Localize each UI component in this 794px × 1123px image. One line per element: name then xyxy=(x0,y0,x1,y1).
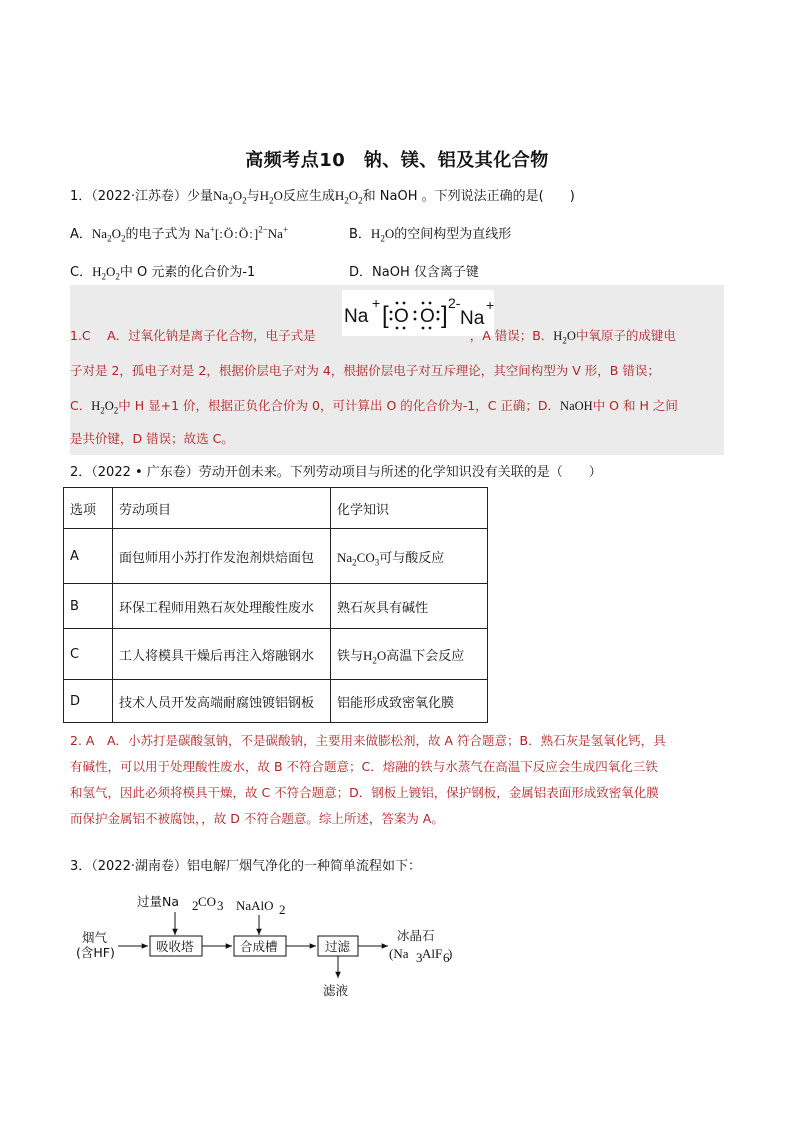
row-project: 工人将模具干燥后再注入熔融钢水 xyxy=(113,629,331,680)
answer-2-line: 有碱性，可以用于处理酸性废水，故 B 不符合题意；C．熔融的铁与水蒸气在高温下反应会生成四氧化三铁 xyxy=(70,759,658,774)
option-b: B．$H_2O$的空间构型为直线形 xyxy=(349,226,512,244)
svg-text:O: O xyxy=(420,306,435,327)
question-2-table xyxy=(63,487,488,723)
option-a: A．$Na_2O_2$的电子式为 Na+[:Ö:Ö:]$^{2-}$Na+ xyxy=(70,224,289,244)
flow-box-2-label: 合成槽 xyxy=(240,939,278,954)
col-header-knowledge: 化学知识 xyxy=(331,488,488,529)
row-knowledge: 熟石灰具有碱性 xyxy=(331,584,488,629)
row-project: 环保工程师用熟石灰处理酸性废水 xyxy=(113,584,331,629)
flow-output-label-2: (Na xyxy=(389,946,409,961)
answer-2-line: 而保护金属铝不被腐蚀，，故 D 不符合题意。综上所述，答案为 A。 xyxy=(70,811,444,826)
table-row xyxy=(64,629,488,680)
q1-text: 和 NaOH 。下列说法正确的是( ) xyxy=(362,189,575,204)
option-c: C．$H_2O_2$中 O 元素的化合价为-1 xyxy=(70,264,256,282)
svg-text:AlF: AlF xyxy=(422,946,443,961)
process-flow-diagram xyxy=(60,888,480,1003)
answer-2 xyxy=(70,728,730,832)
row-project: 技术人员开发高端耐腐蚀镀铝钢板 xyxy=(113,680,331,723)
q1-number: 1． xyxy=(70,189,92,204)
svg-text:CO: CO xyxy=(198,894,217,909)
svg-text:+: + xyxy=(372,295,381,311)
table-row xyxy=(64,680,488,723)
row-option: B xyxy=(64,584,113,629)
col-header-option: 选项 xyxy=(64,488,113,529)
formula-h2o: $H_2O$ xyxy=(259,188,283,206)
row-knowledge: 铁与$H_2O$高温下会反应 xyxy=(331,629,488,680)
flow-reagent-1: 过量Na xyxy=(137,894,180,909)
question-2-stem: 2．（2022 • 广东卷）劳动开创未来。下列劳动项目与所述的化学知识没有关联的是（ ） xyxy=(70,465,602,480)
answer-1-line-2: 子对是 2，孤电子对是 2，根据价层电子对为 4，根据价层电子对互斥理论，其空间构型为 V 形，B 错误； xyxy=(70,363,660,378)
flow-box-3-label: 过滤 xyxy=(325,939,351,954)
na-right: Na xyxy=(460,308,485,329)
page-title: 高频考点10 钠、镁、铝及其化合物 xyxy=(245,150,549,171)
row-project: 面包师用小苏打作发泡剂烘焙面包 xyxy=(113,529,331,584)
table-row xyxy=(64,584,488,629)
flow-input-label-1: 烟气 xyxy=(82,930,108,945)
svg-text:2: 2 xyxy=(279,902,286,917)
row-knowledge: 铝能形成致密氧化膜 xyxy=(331,680,488,723)
q1-text: 反应生成 xyxy=(282,189,335,204)
q1-text: 与 xyxy=(246,189,260,204)
svg-text:): ) xyxy=(448,946,453,961)
row-option: D xyxy=(64,680,113,723)
svg-text:+: + xyxy=(486,297,494,313)
na-left: Na xyxy=(344,306,369,327)
row-option: A xyxy=(64,529,113,584)
svg-text:3: 3 xyxy=(416,950,423,965)
question-3-stem: 3．（2022·湖南卷）铝电解厂烟气净化的一种简单流程如下： xyxy=(70,859,421,874)
col-header-project: 劳动项目 xyxy=(113,488,331,529)
row-option: C xyxy=(64,629,113,680)
flow-box-1-label: 吸收塔 xyxy=(156,939,194,954)
answer-2-line: 和氢气，因此必须将模具干燥，故 C 不符合题意；D．钢板上镀铝，保护钢板，金属铝表面形成致密氧化膜 xyxy=(70,785,659,800)
svg-text:O: O xyxy=(394,306,409,327)
answer-1-line-3: C．$H_2O_2$中 H 显+1 价，根据正负化合价为 0，可计算出 O 的化合价为-1，C 正确；D．NaOH中 O 和 H 之间 xyxy=(70,398,678,416)
formula-na2o2: $Na_2O_2$ xyxy=(213,188,247,206)
answer-2-line: 2. A A．小苏打是碳酸氢钠，不是碳酸钠，主要用来做膨松剂，故 A 符合题意；B．熟石灰是氢氧化钙，具 xyxy=(70,733,666,748)
svg-text:2: 2 xyxy=(192,898,199,913)
flow-filtrate-label: 滤液 xyxy=(323,983,349,998)
svg-text:[: [ xyxy=(382,302,389,329)
svg-text:2-: 2- xyxy=(448,295,461,311)
option-d: D．NaOH 仅含离子键 xyxy=(349,265,479,280)
svg-text:6: 6 xyxy=(443,950,450,965)
electron-formula-small: Na+[:Ö:Ö:]$^{2-}$Na+ xyxy=(194,224,289,241)
answer-1-line-4: 是共价键，D 错误；故选 C。 xyxy=(70,431,234,446)
row-knowledge: $Na_2CO_3$可与酸反应 xyxy=(331,529,488,584)
flow-reagent-2: NaAlO xyxy=(236,898,274,913)
flow-output-label-1: 冰晶石 xyxy=(397,928,435,943)
answer-1-line-1: 1.C A．过氧化钠是离子化合物，电子式是 ，A 错误；B．$H_2O$中氧原子的成键电 xyxy=(70,328,676,346)
table-row xyxy=(64,529,488,584)
svg-text:3: 3 xyxy=(217,898,224,913)
q1-source: （2022·江苏卷） xyxy=(91,189,187,204)
flow-input-label-2: (含HF) xyxy=(76,945,115,960)
question-1-stem xyxy=(70,186,575,207)
table-header-row xyxy=(64,488,488,529)
formula-h2o2: $H_2O_2$ xyxy=(334,188,363,206)
q1-text: 少量 xyxy=(187,189,214,204)
svg-text:]: ] xyxy=(441,302,448,329)
